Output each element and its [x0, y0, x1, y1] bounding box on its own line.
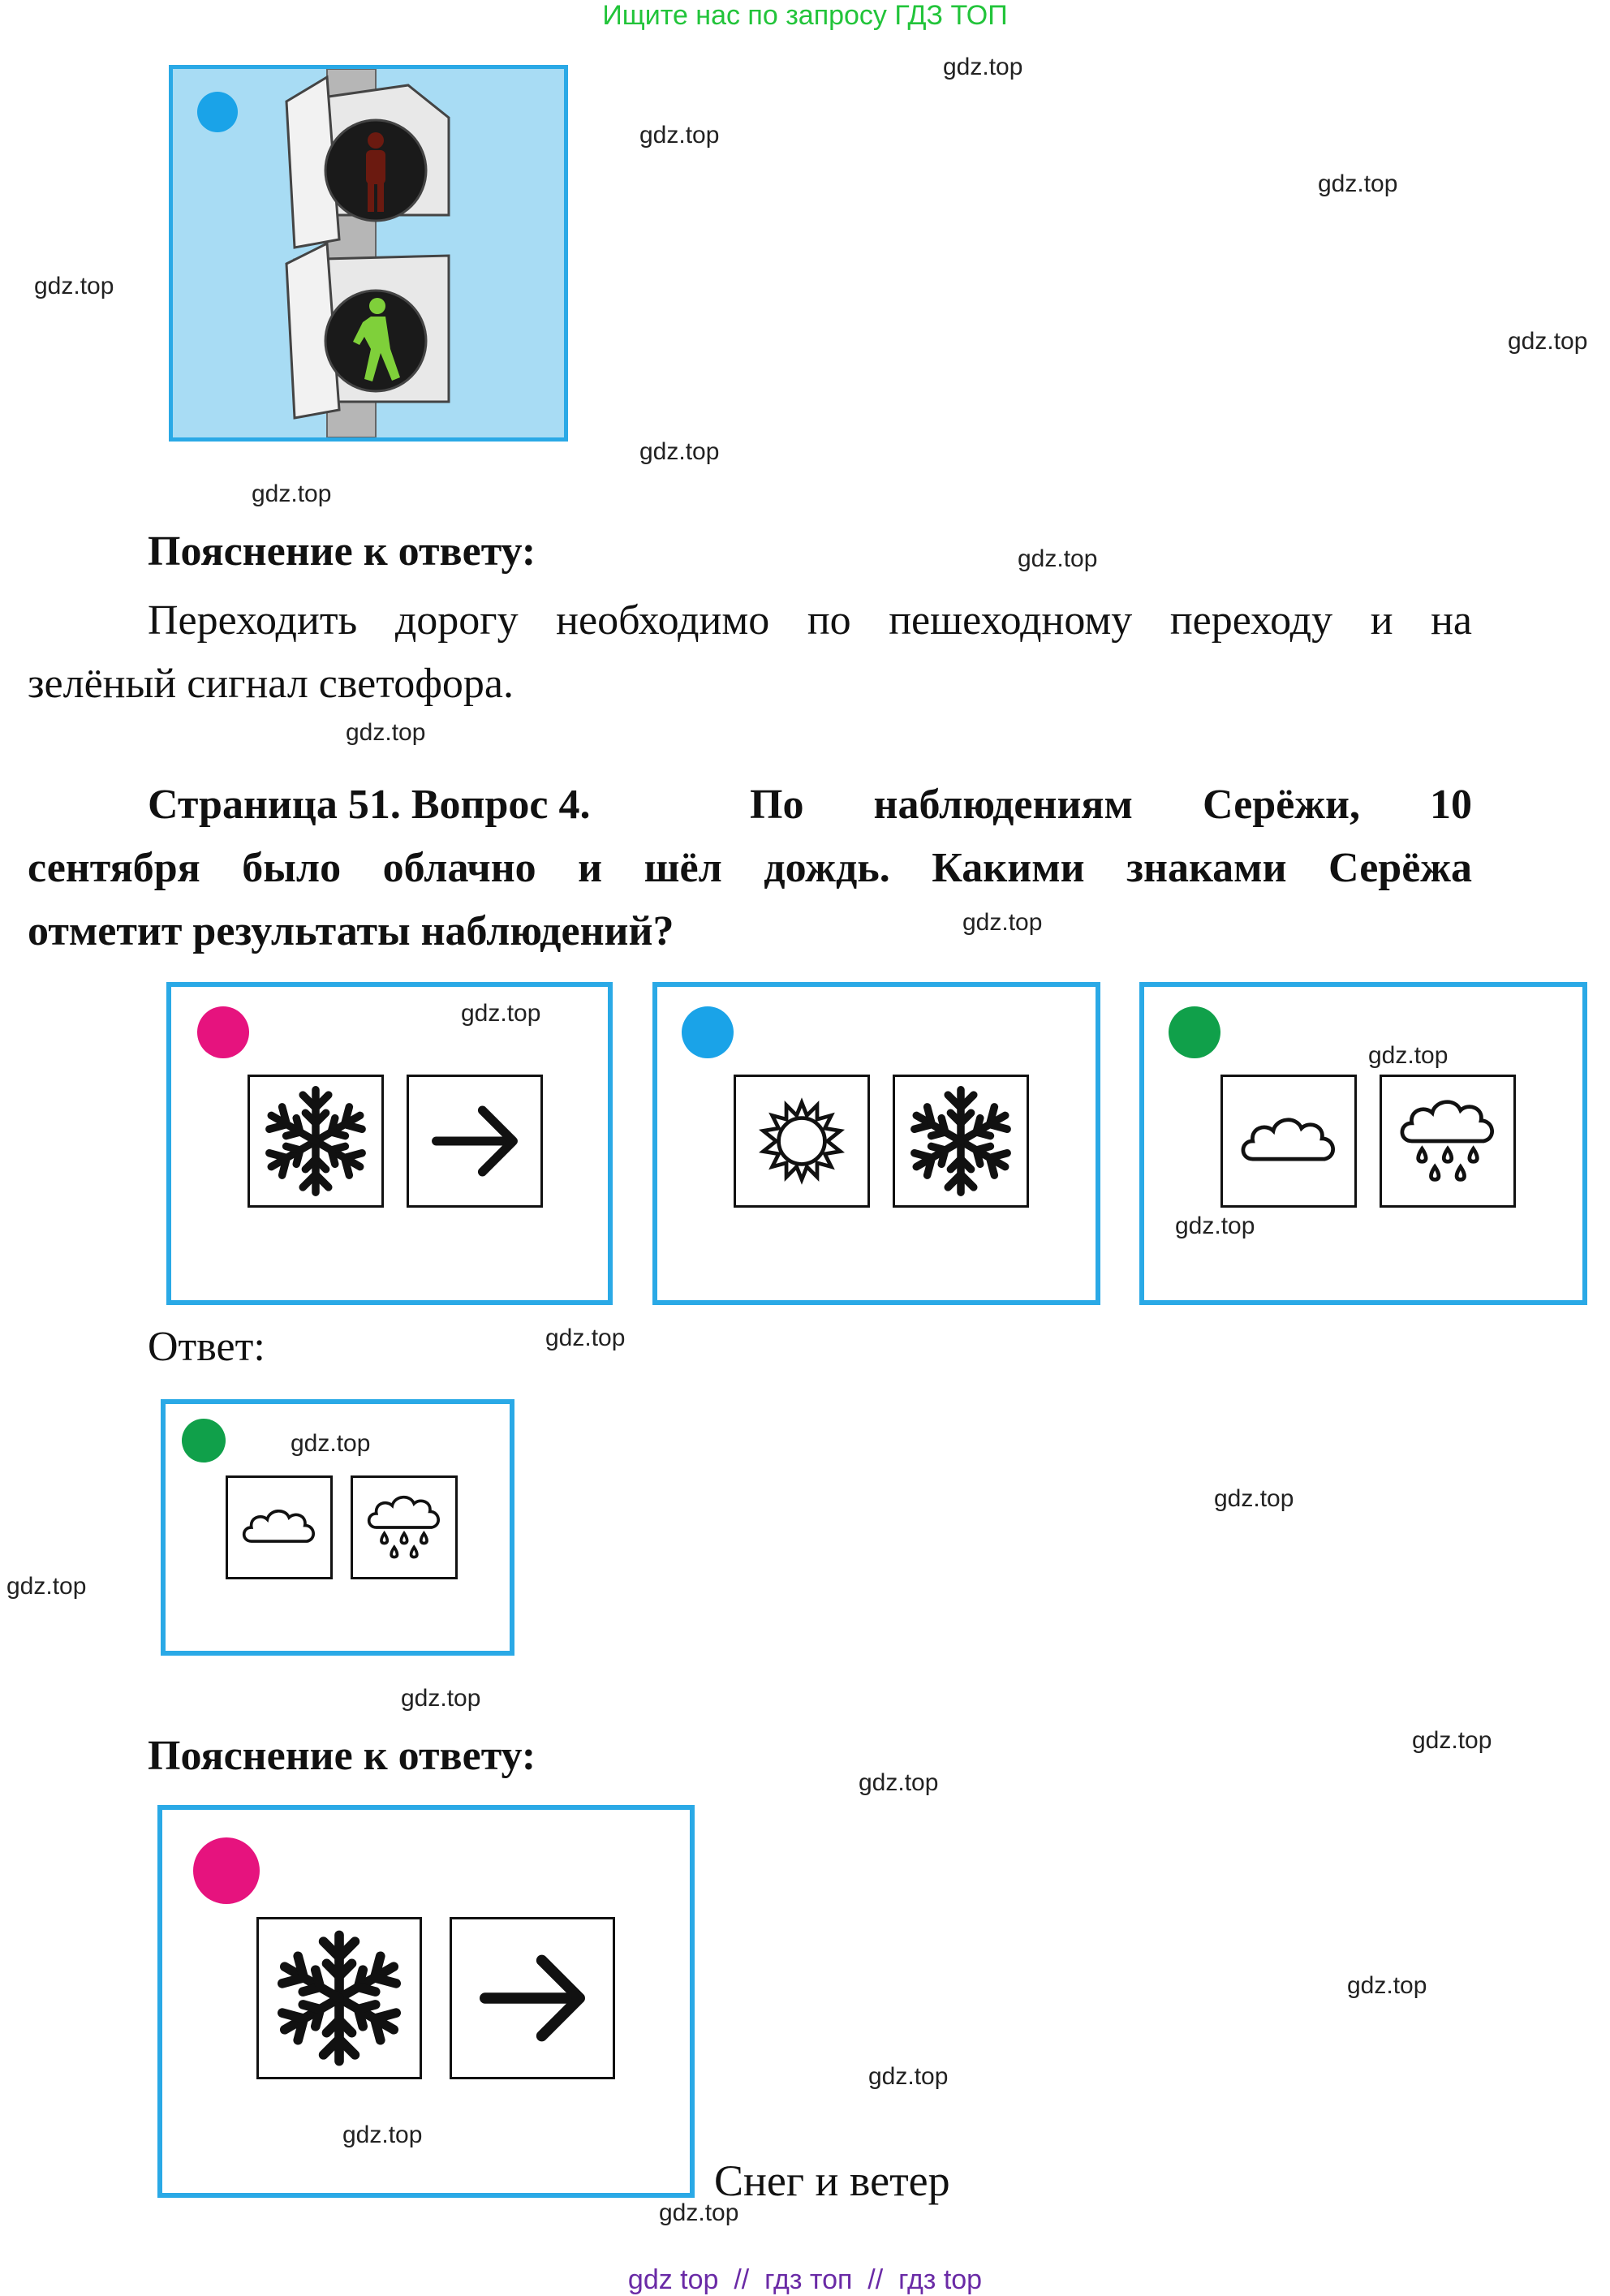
blue-dot [682, 1006, 734, 1058]
watermark: gdz.top [1018, 545, 1098, 572]
watermark: gdz.top [639, 122, 720, 149]
rain-cloud-icon [1380, 1075, 1516, 1208]
snowflake-icon [893, 1075, 1029, 1208]
watermark: gdz.top [1175, 1213, 1255, 1239]
watermark: gdz.top [6, 1573, 87, 1600]
rain-cloud-icon [351, 1475, 458, 1579]
traffic-light-image [169, 65, 568, 442]
watermark: gdz.top [943, 54, 1023, 80]
watermark: gdz.top [34, 273, 114, 299]
arrow-right-icon [407, 1075, 543, 1208]
pink-dot [193, 1837, 260, 1904]
top-banner[interactable]: Ищите нас по запросу ГДЗ ТОП [602, 0, 1008, 31]
watermark: gdz.top [1368, 1042, 1449, 1069]
explanation-heading-1: Пояснение к ответу: [148, 528, 536, 575]
cloud-icon [226, 1475, 333, 1579]
watermark: gdz.top [639, 438, 720, 465]
question-line-3: отметит результаты наблюдений? [28, 908, 674, 954]
explanation-card-pink [157, 1805, 695, 2198]
watermark: gdz.top [868, 2063, 949, 2090]
watermark: gdz.top [1508, 328, 1588, 355]
watermark: gdz.top [252, 480, 332, 507]
watermark: gdz.top [461, 1000, 541, 1027]
watermark: gdz.top [1412, 1727, 1492, 1754]
explanation-heading-2: Пояснение к ответу: [148, 1733, 536, 1779]
watermark: gdz.top [1318, 170, 1398, 197]
traffic-light-icon [173, 69, 564, 437]
snowflake-icon [256, 1917, 422, 2079]
watermark: gdz.top [342, 2122, 423, 2148]
explanation-text-line-1: Переходить дорогу необходимо по пешеходному переходу и на [148, 597, 1472, 644]
snowflake-icon [248, 1075, 384, 1208]
question-label: Страница 51. Вопрос 4. [148, 782, 591, 828]
watermark: gdz.top [545, 1325, 626, 1351]
explanation-text-line-2: зелёный сигнал светофора. [28, 661, 514, 707]
option-card-green[interactable] [1139, 982, 1587, 1305]
watermark: gdz.top [291, 1430, 371, 1457]
green-dot [1169, 1006, 1220, 1058]
watermark: gdz.top [401, 1685, 481, 1712]
arrow-right-icon [450, 1917, 615, 2079]
green-dot [182, 1419, 226, 1462]
explanation-caption: Снег и ветер [714, 2156, 950, 2205]
watermark: gdz.top [659, 2199, 739, 2226]
footer-links[interactable]: gdz top // гдз топ // гдз top [627, 2264, 983, 2295]
cloud-icon [1220, 1075, 1357, 1208]
pink-dot [197, 1006, 249, 1058]
watermark: gdz.top [962, 909, 1043, 936]
question-line-1 [148, 781, 1472, 829]
watermark: gdz.top [1214, 1485, 1294, 1512]
question-line-2: сентября было облачно и шёл дождь. Какими знаками Серёжа [28, 845, 1472, 891]
option-card-blue[interactable] [652, 982, 1100, 1305]
watermark: gdz.top [859, 1769, 939, 1796]
sun-icon [734, 1075, 870, 1208]
watermark: gdz.top [346, 719, 426, 746]
option-card-pink[interactable] [166, 982, 613, 1305]
watermark: gdz.top [1347, 1972, 1427, 1999]
question-text-start: По наблюдениям Серёжи, 10 [750, 782, 1472, 828]
answer-label: Ответ: [148, 1324, 265, 1370]
